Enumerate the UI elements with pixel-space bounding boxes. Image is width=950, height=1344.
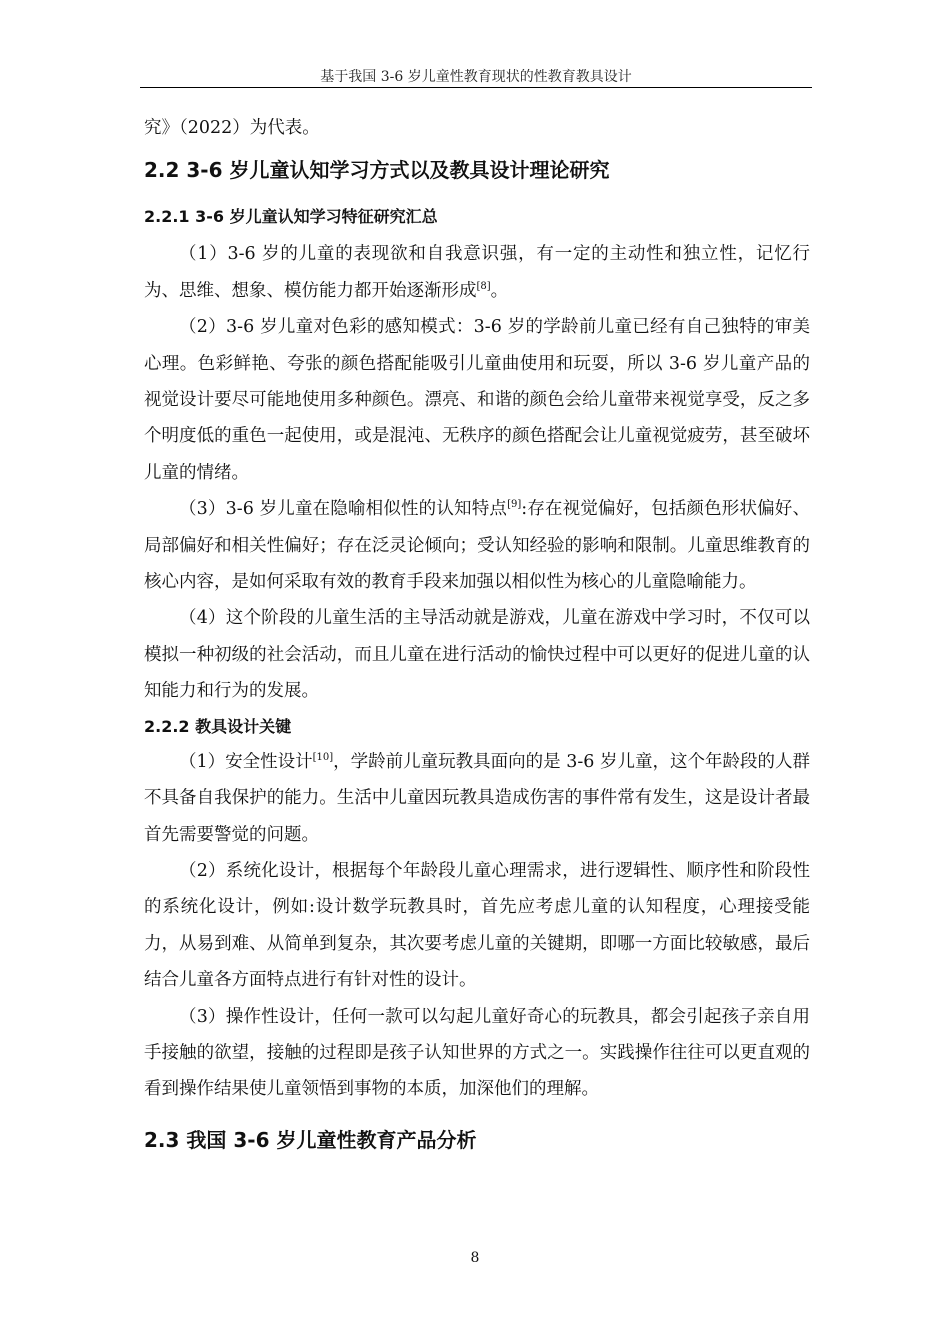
section-2-2-1-heading: 2.2.1 3-6 岁儿童认知学习特征研究汇总 [144,207,438,227]
paragraph-2-2-2-1 [144,744,810,853]
running-header: 基于我国 3-6 岁儿童性教育现状的性教育教具设计 [320,69,632,85]
paragraph-2-2-1-1 [144,236,810,309]
page-number: 8 [470,1250,480,1266]
paragraph-2-2-2-3: （3）操作性设计，任何一款可以勾起儿童好奇心的玩教具，都会引起孩子亲自用手接触的欲望，接触的过程即是孩子认知世界的方式之一。实践操作往往可以更直观的看到操作结果使儿童领悟到事物的本质，加深他们的理解。 [144,1006,810,1100]
section-2-2-heading: 2.2 3-6 岁儿童认知学习方式以及教具设计理论研究 [144,158,610,183]
section-2-3-heading: 2.3 我国 3-6 岁儿童性教育产品分析 [144,1127,477,1152]
paragraph-text: （1）3-6 岁的儿童的表现欲和自我意识强，有一定的主动性和独立性，记忆行为、思维、想象、模仿能力都开始逐渐形成 [144,244,810,301]
paragraph-2-2-2-2: （2）系统化设计，根据每个年龄段儿童心理需求，进行逻辑性、顺序性和阶段性的系统化设计，例如:设计数学玩教具时，首先应考虑儿童的认知程度，心理接受能力，从易到难、从简单到复杂，其次要考虑儿童的关键期，即哪一方面比较敏感，最后结合儿童各方面特点进行有针对性的设计。 [144,860,810,991]
citation-ref: [10] [312,751,334,763]
paragraph-2-2-1-4: （4）这个阶段的儿童生活的主导活动就是游戏，儿童在游戏中学习时，不仅可以模拟一种初级的社会活动，而且儿童在进行活动的愉快过程中可以更好的促进儿童的认知能力和行为的发展。 [144,608,810,702]
citation-ref: [9] [507,499,522,511]
citation-ref: [8] [476,280,491,292]
paragraph-tail: 。 [490,280,509,301]
page-body [144,110,810,1158]
paragraph-text: （1）安全性设计 [179,751,313,772]
header-rule [140,87,812,88]
paragraph-text: （3）3-6 岁儿童在隐喻相似性的认知特点 [179,499,508,520]
paragraph-2-2-1-2: （2）3-6 岁儿童对色彩的感知模式：3-6 岁的学龄前儿童已经有自己独特的审美心理。色彩鲜艳、夸张的颜色搭配能吸引儿童曲使用和玩耍，所以 3-6 岁儿童产品的视觉设计要尽可能地使用多种颜色。漂亮、和谐的颜色会给儿童带来视觉享受，反之多个明度低的重色一起使用，或是混沌、无秩序的颜色搭配会让儿童视觉疲劳，甚至破坏儿童的情绪。 [144,317,810,483]
intro-paragraph: 究》（2022）为代表。 [144,118,320,138]
paragraph-2-2-1-3 [144,491,810,600]
paragraph-tail: :存在视觉偏好，包括颜色形状偏好、局部偏好和相关性偏好；存在泛灵论倾向；受认知经验的影响和限制。儿童思维教育的核心内容，是如何采取有效的教育手段来加强以相似性为核心的儿童隐喻能力。 [144,499,810,593]
paragraph-tail: ，学龄前儿童玩教具面向的是 3-6 岁儿童，这个年龄段的人群不具备自我保护的能力。生活中儿童因玩教具造成伤害的事件常有发生，这是设计者最首先需要警觉的问题。 [144,751,810,845]
section-2-2-2-heading: 2.2.2 教具设计关键 [144,716,292,736]
